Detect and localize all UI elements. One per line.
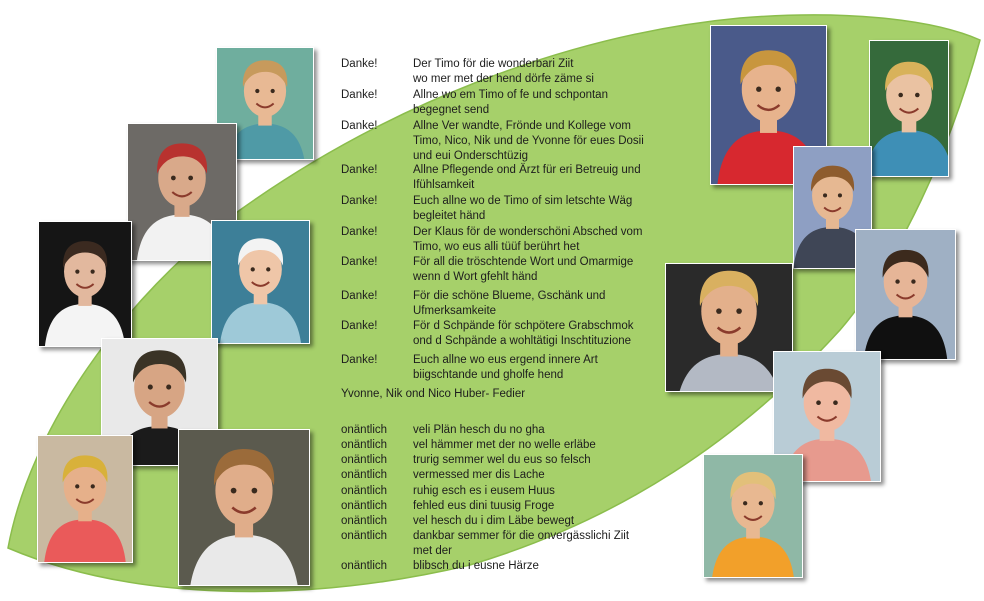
photo-boy-peace-sign — [178, 429, 310, 586]
signature: Yvonne, Nik ond Nico Huber- Fedier — [341, 388, 526, 400]
photo-child-crown — [37, 435, 133, 563]
thanks-text: För die schöne Blueme, Gschänk und Ufmerksamkeite — [413, 290, 606, 317]
memory-text: vel hämmer met der no welle erläbe — [413, 439, 596, 451]
memory-text: fehled eus dini tuusig Froge — [413, 500, 555, 512]
thanks-label: Danke! — [341, 195, 378, 207]
memory-label: onäntlich — [341, 439, 388, 451]
memory-label: onäntlich — [341, 560, 388, 572]
memory-label: onäntlich — [341, 469, 388, 481]
thanks-label: Danke! — [341, 164, 378, 176]
memory-text: veli Plän hesch du no gha — [413, 424, 545, 436]
memory-label: onäntlich — [341, 485, 388, 497]
thanks-text: Euch allne wo eus ergend innere Art biigschtande und gholfe hend — [413, 354, 598, 381]
thanks-label: Danke! — [341, 320, 378, 332]
memory-text: trurig semmer wel du eus so felsch — [413, 454, 591, 466]
photo-boy-orange-shirt — [703, 454, 803, 578]
thanks-label: Danke! — [341, 89, 378, 101]
thanks-text: För d Schpände för schpötere Grabschmok ond d Schpände a wohltätigi Inschtituzione — [413, 320, 634, 347]
thanks-label: Danke! — [341, 256, 378, 268]
thanks-text: Der Klaus för de wonderschöni Absched vom Timo, wo eus alli tüüf berührt het — [413, 226, 643, 253]
photo-teen-dark — [38, 221, 132, 347]
memory-label: onäntlich — [341, 500, 388, 512]
memory-label: onäntlich — [341, 530, 388, 542]
photo-baby-white-hat — [211, 220, 310, 344]
memory-label: onäntlich — [341, 515, 388, 527]
thanks-text: Euch allne wo de Timo of sim letschte Wäg begleitet händ — [413, 195, 633, 222]
thanks-text: För all die tröschtende Wort und Omarmige wenn d Wort gfehlt händ — [413, 256, 634, 283]
memory-text: vel hesch du i dim Läbe bewegt — [413, 515, 575, 527]
thanks-text: Allne Pflegende ond Ärzt für eri Betreuig und Ifühlsamkeit — [413, 164, 641, 191]
photo-toddler-bowtie — [869, 40, 949, 177]
memory-text: vermessed mer dis Lache — [413, 469, 545, 481]
thanks-label: Danke! — [341, 120, 378, 132]
memory-label: onäntlich — [341, 454, 388, 466]
photo-teen-smile — [855, 229, 956, 360]
thanks-label: Danke! — [341, 226, 378, 238]
memory-text: ruhig esch es i eusem Huus — [413, 485, 555, 497]
thanks-text: Allne Ver wandte, Frönde und Kollege vom Timo, Nico, Nik und de Yvonne för eues Dosii und eui Onderschtüzig — [413, 120, 644, 162]
thanks-label: Danke! — [341, 354, 378, 366]
memory-text: blibsch du i eusne Härze — [413, 560, 539, 572]
thanks-label: Danke! — [341, 290, 378, 302]
thanks-text: Der Timo för die wonderbari Ziit wo mer met der hend dörfe zäme si — [413, 58, 594, 85]
memory-label: onäntlich — [341, 424, 388, 436]
memory-text: dankbar semmer för die onvergässlichi Ziit met der — [413, 530, 630, 557]
text-block — [341, 57, 681, 577]
thanks-text: Allne wo em Timo of fe und schpontan begegnet send — [413, 89, 608, 116]
thanks-label: Danke! — [341, 58, 378, 70]
